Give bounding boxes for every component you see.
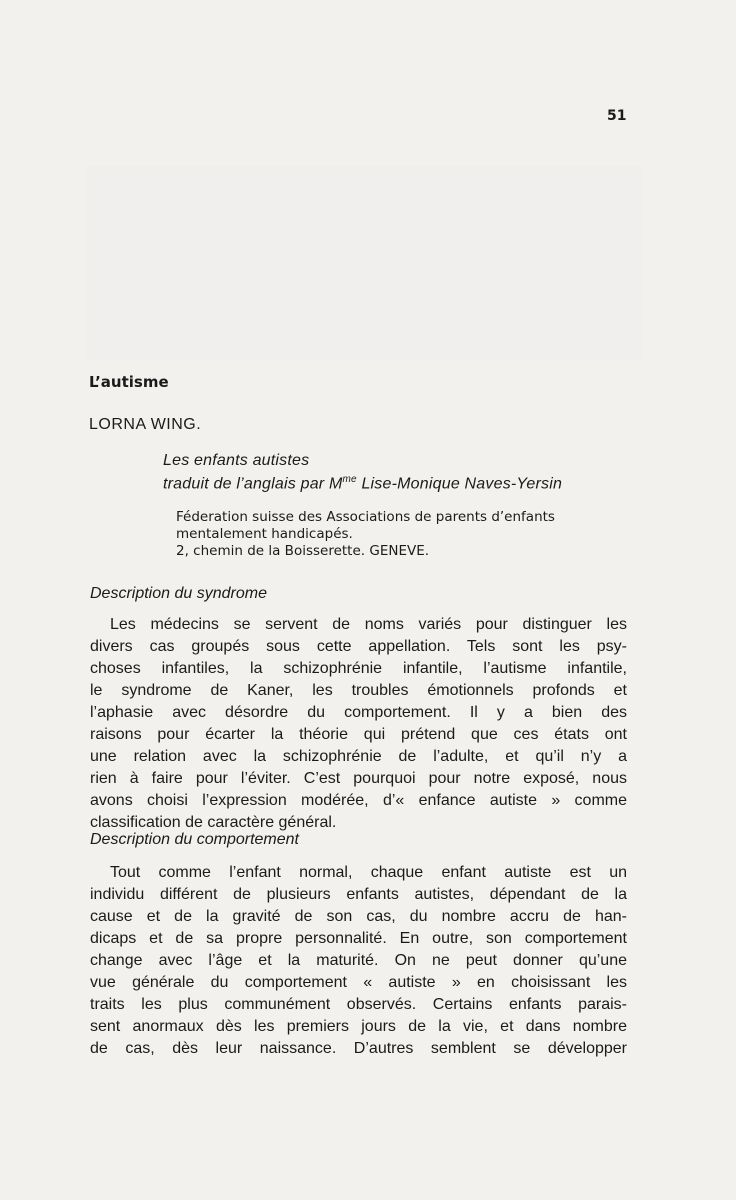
paragraph-line: individu différent de plusieurs enfants autistes, dépendant de la: [90, 886, 627, 903]
paragraph-line: le syndrome de Kaner, les troubles émotionnels profonds et: [90, 682, 627, 699]
author-name: LORNA WING.: [89, 416, 202, 433]
paragraph-line: cause et de la gravité de son cas, du nombre accru de han-: [90, 908, 627, 925]
page-number: 51: [607, 108, 627, 124]
paragraph-line: raisons pour écarter la théorie qui prétend que ces états ont: [90, 726, 627, 743]
subtitle-text-pre: traduit de l’anglais par M: [163, 475, 343, 493]
paragraph-line: sent anormaux dès les premiers jours de la vie, et dans nombre: [90, 1018, 627, 1035]
paragraph-line: dicaps et de sa propre personnalité. En outre, son comportement: [90, 930, 627, 947]
paragraph-line: vue générale du comportement « autiste » en choisissant les: [90, 974, 627, 991]
subtitle-line-1: Les enfants autistes: [163, 452, 310, 469]
paragraph-line: une relation avec la schizophrénie de l’adulte, et qu’il n’y a: [90, 748, 627, 765]
paragraph-line: Tout comme l’enfant normal, chaque enfant autiste est un: [110, 864, 627, 881]
paragraph-line: choses infantiles, la schizophrénie infantile, l’autisme infantile,: [90, 660, 627, 677]
subtitle-title-abbrev: me: [342, 474, 357, 485]
paragraph-syndrome: [90, 614, 627, 834]
subtitle-line-2: [163, 474, 562, 493]
paragraph-line: traits les plus communément observés. Certains enfants parais-: [90, 996, 627, 1013]
paragraph-line: change avec l’âge et la maturité. On ne peut donner qu’une: [90, 952, 627, 969]
paragraph-line: rien à faire pour l’éviter. C’est pourquoi pour notre exposé, nous: [90, 770, 627, 787]
section-heading-syndrome: Description du syndrome: [90, 585, 267, 602]
paragraph-line: Les médecins se servent de noms variés pour distinguer les: [110, 616, 627, 633]
blank-area: [87, 166, 641, 360]
paragraph-line: l’aphasie avec désordre du comportement. Il y a bien des: [90, 704, 627, 721]
affiliation-line-2: mentalement handicapés.: [176, 526, 353, 542]
paragraph-line: avons choisi l’expression modérée, d’« enfance autiste » comme: [90, 792, 627, 809]
section-heading-behaviour: Description du comportement: [90, 831, 299, 848]
paragraph-behaviour: [90, 862, 627, 1060]
paragraph-line: de cas, dès leur naissance. D’autres semblent se développer: [90, 1040, 627, 1057]
affiliation-line-1: Féderation suisse des Associations de parents d’enfants: [176, 509, 555, 525]
subtitle-text-post: Lise-Monique Naves-Yersin: [356, 475, 563, 493]
paragraph-line: classification de caractère général.: [90, 814, 337, 831]
paragraph-line: divers cas groupés sous cette appellation. Tels sont les psy-: [90, 638, 627, 655]
article-title: L’autisme: [89, 373, 169, 391]
affiliation-line-3: 2, chemin de la Boisserette. GENEVE.: [176, 543, 430, 559]
